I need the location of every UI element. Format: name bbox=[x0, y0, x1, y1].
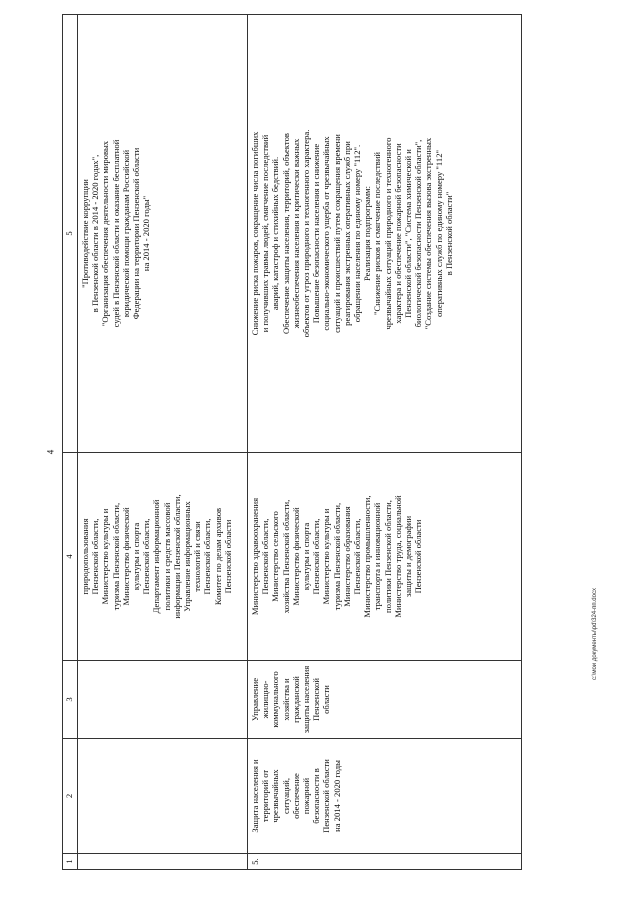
text-line: Министерство культуры и bbox=[321, 508, 332, 605]
text-line: Министерство здравоохранения bbox=[250, 497, 260, 616]
text-line: обеспечение bbox=[290, 773, 301, 819]
text-line: Министерство образования bbox=[341, 506, 352, 607]
text-line: судей в Пензенской области и оказание бесплатной bbox=[110, 139, 121, 328]
text-line: обращении населения по единому номеру "112". bbox=[352, 144, 363, 323]
text-line: Пензенской области bbox=[222, 519, 233, 594]
header-cell: 3 bbox=[63, 661, 78, 739]
table-row bbox=[248, 15, 522, 870]
text-line: реагирования экстренных оперативных служб при bbox=[341, 141, 352, 326]
text-line: в Пензенской области в 2014 - 2020 годах", bbox=[90, 154, 101, 313]
text-line: культуры и спорта bbox=[301, 522, 312, 591]
row2-program-name bbox=[248, 739, 522, 854]
page-number-text: 4 bbox=[45, 449, 56, 455]
text-line: Снижение риска пожаров, сокращение числа погибших bbox=[250, 131, 260, 336]
text-line: "Создание системы обеспечения вызова экстренных bbox=[423, 137, 434, 330]
row1-executors bbox=[78, 453, 248, 661]
text-line: территорий от bbox=[260, 769, 271, 823]
cell-empty bbox=[78, 739, 248, 854]
text-line: чрезвычайных ситуаций природного и техногенного bbox=[382, 137, 393, 330]
text-line: хозяйства Пензенской области, bbox=[280, 499, 291, 614]
text-line: Пензенской области, bbox=[260, 518, 271, 595]
header-row bbox=[63, 15, 78, 870]
text-line: Пензенской области, bbox=[352, 518, 363, 595]
text-line: Повышение безопасности населения и снижение bbox=[311, 143, 322, 324]
header-cell: 2 bbox=[63, 739, 78, 854]
rotated-table-area bbox=[62, 15, 522, 870]
text-line: Пензенской области bbox=[311, 678, 332, 721]
row2-number: 5. bbox=[248, 854, 522, 870]
text-line: коммунального bbox=[270, 671, 281, 728]
text-line: аварий, катастроф и стихийных бедствий. bbox=[270, 156, 281, 311]
text-line: пожарной bbox=[301, 777, 312, 815]
text-line: защиты населения bbox=[301, 665, 312, 734]
text-line: технологий и связи bbox=[192, 521, 203, 592]
text-line: Управление информационных bbox=[182, 501, 193, 612]
text-line: гражданской bbox=[290, 676, 301, 723]
text-line: чрезвычайных bbox=[270, 769, 281, 823]
file-path-footer: c:\мои документы\pd\324-пп.docx bbox=[592, 588, 598, 680]
text-line: юридической помощи гражданам Российской bbox=[120, 149, 131, 318]
text-line: характера и обеспечение пожарной безопасности bbox=[392, 143, 403, 324]
text-line: туризма Пензенской области, bbox=[331, 502, 342, 611]
text-line: "Противодействие коррупции bbox=[80, 179, 90, 288]
text-line: в Пензенской области" bbox=[443, 191, 454, 276]
text-line: Федерации на территории Пензенской области bbox=[131, 147, 142, 320]
text-line: культуры и спорта bbox=[131, 522, 142, 591]
text-line: Министерство физической bbox=[290, 507, 301, 606]
text-line: Департамент информационной bbox=[151, 499, 162, 614]
table-rotator bbox=[62, 15, 522, 870]
text-line: жизнеобеспечения населения и критически важных bbox=[290, 138, 301, 329]
program-table bbox=[62, 14, 522, 870]
text-line: Защита населения и bbox=[250, 759, 260, 833]
text-line: Комитет по делам архивов bbox=[212, 507, 223, 606]
cell-empty bbox=[78, 661, 248, 739]
text-line: природопользования bbox=[80, 518, 90, 595]
text-line: защиты и демографии bbox=[403, 515, 414, 598]
text-line: транспорта и инновационной bbox=[372, 502, 383, 611]
text-line: Реализация подпрограмм: bbox=[362, 186, 373, 281]
text-line: Пензенской области", "Система химической и bbox=[403, 149, 414, 318]
text-line: оперативных служб по единому номеру "112" bbox=[433, 150, 444, 317]
text-line: Управление bbox=[250, 677, 260, 722]
cell-empty bbox=[78, 854, 248, 870]
text-line: Обеспечение защиты населения, территорий, объектов bbox=[280, 133, 291, 334]
text-line: объектов от угроз природного и техногенного характера. bbox=[301, 129, 312, 338]
text-line: Пензенской области bbox=[321, 759, 332, 833]
text-line: безопасности в bbox=[311, 768, 322, 824]
text-line: Пензенской области, bbox=[141, 518, 152, 595]
text-line: Министерство физической bbox=[120, 507, 131, 606]
text-line: Министерство культуры и bbox=[100, 508, 111, 605]
text-line: на 2014 - 2020 годы bbox=[331, 760, 342, 832]
header-cell: 5 bbox=[63, 15, 78, 453]
text-line: хозяйства и bbox=[280, 678, 291, 721]
text-line: информации Пензенской области, bbox=[171, 494, 182, 619]
text-line: Министерство промышленности, bbox=[362, 495, 373, 618]
text-line: Министерство труда, социальной bbox=[392, 495, 403, 618]
text-line: Министерство сельского bbox=[270, 511, 281, 602]
text-line: "Снижение рисков и смягчение последствий bbox=[372, 151, 383, 316]
row2-results bbox=[248, 15, 522, 453]
text-line: биологической безопасности Пензенской области", bbox=[413, 139, 424, 328]
text-line: Пензенской области bbox=[413, 519, 424, 594]
header-cell: 4 bbox=[63, 453, 78, 661]
text-line: на 2014 - 2020 годы" bbox=[141, 195, 152, 272]
text-line: ситуаций, bbox=[280, 778, 291, 814]
header-cell: 1 bbox=[63, 854, 78, 870]
text-line: ситуаций и происшествий путем сокращения времени bbox=[331, 134, 342, 333]
text-line: жилищно- bbox=[260, 680, 271, 719]
text-line: политики Пензенской области, bbox=[382, 500, 393, 613]
text-line: социально-экономического ущерба от чрезвычайных bbox=[321, 136, 332, 331]
text-line: Пензенской области, bbox=[311, 518, 322, 595]
table-row bbox=[78, 15, 248, 870]
text-line: политики и средств массовой bbox=[161, 502, 172, 611]
text-line: "Организация обеспечения деятельности мировых bbox=[100, 140, 111, 327]
text-line: туризма Пензенской области, bbox=[110, 502, 121, 611]
text-line: Пензенской области, bbox=[202, 518, 213, 595]
text-line: Пензенской области, bbox=[90, 518, 101, 595]
row2-executors bbox=[248, 453, 522, 661]
row1-subprograms bbox=[78, 15, 248, 453]
text-line: и получивших травмы людей, смягчение последствий bbox=[260, 134, 271, 333]
row2-responsible bbox=[248, 661, 522, 739]
